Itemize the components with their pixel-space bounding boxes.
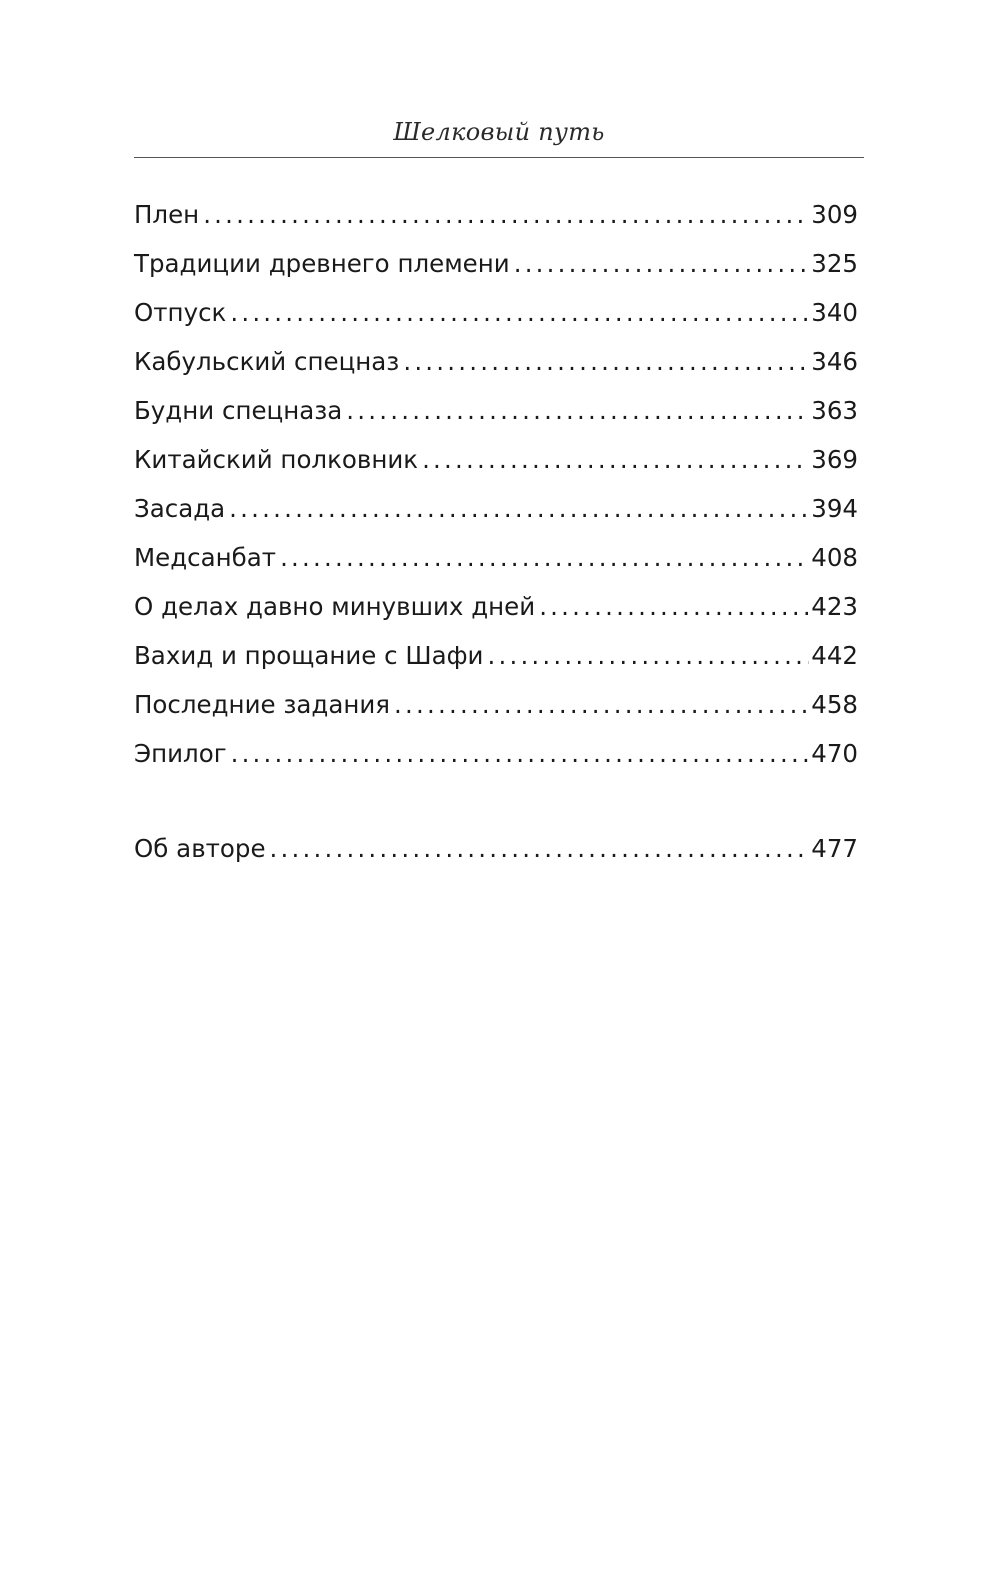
- table-of-contents: [134, 193, 858, 876]
- dot-leader: [514, 242, 810, 286]
- toc-entry[interactable]: [134, 438, 858, 487]
- toc-entry-title: Китайский полковник: [134, 445, 419, 474]
- toc-entry-title: Последние задания: [134, 690, 391, 719]
- toc-entry-page: 423: [811, 592, 858, 621]
- toc-entry-page: 369: [811, 445, 858, 474]
- dot-leader: [231, 732, 810, 776]
- toc-entry[interactable]: [134, 487, 858, 536]
- toc-entry[interactable]: [134, 242, 858, 291]
- toc-entry[interactable]: [134, 193, 858, 242]
- toc-entry-page: 363: [811, 396, 858, 425]
- toc-entry-page: 325: [811, 249, 858, 278]
- toc-entry[interactable]: [134, 340, 858, 389]
- dot-leader: [487, 634, 809, 678]
- toc-entry-page: 470: [811, 739, 858, 768]
- dot-leader: [203, 193, 809, 237]
- dot-leader: [229, 487, 809, 531]
- dot-leader: [346, 389, 809, 433]
- toc-entry-title: Засада: [134, 494, 226, 523]
- toc-entry-page: 477: [811, 834, 858, 863]
- dot-leader: [539, 585, 809, 629]
- dot-leader: [270, 827, 810, 871]
- toc-entry[interactable]: [134, 585, 858, 634]
- toc-entry[interactable]: [134, 389, 858, 438]
- toc-entry-about-author[interactable]: [134, 827, 858, 876]
- toc-entry-page: 346: [811, 347, 858, 376]
- toc-entry-page: 458: [811, 690, 858, 719]
- toc-entry[interactable]: [134, 291, 858, 340]
- toc-entry-title: Об авторе: [134, 834, 266, 863]
- toc-entry-title: Традиции древнего племени: [134, 249, 510, 278]
- toc-entry-page: 394: [811, 494, 858, 523]
- toc-entry-title: Отпуск: [134, 298, 227, 327]
- toc-entry-title: Эпилог: [134, 739, 227, 768]
- toc-entry-page: 442: [811, 641, 858, 670]
- toc-entry-title: Будни спецназа: [134, 396, 343, 425]
- toc-entry-title: Вахид и прощание с Шафи: [134, 641, 484, 670]
- toc-entry-title: Кабульский спецназ: [134, 347, 400, 376]
- toc-entry-title: О делах давно минувших дней: [134, 592, 536, 621]
- toc-entry-page: 340: [811, 298, 858, 327]
- dot-leader: [403, 340, 809, 384]
- toc-entry[interactable]: [134, 683, 858, 732]
- toc-entry-title: Медсанбат: [134, 543, 277, 572]
- dot-leader: [422, 438, 809, 482]
- toc-entry-page: 309: [811, 200, 858, 229]
- header-divider: [134, 157, 864, 158]
- toc-entry[interactable]: [134, 732, 858, 781]
- toc-entry[interactable]: [134, 634, 858, 683]
- running-head-title: Шелковый путь: [393, 118, 605, 146]
- dot-leader: [394, 683, 809, 727]
- toc-entry-title: Плен: [134, 200, 200, 229]
- dot-leader: [230, 291, 809, 335]
- toc-entry-page: 408: [811, 543, 858, 572]
- toc-entry[interactable]: [134, 536, 858, 585]
- dot-leader: [280, 536, 809, 580]
